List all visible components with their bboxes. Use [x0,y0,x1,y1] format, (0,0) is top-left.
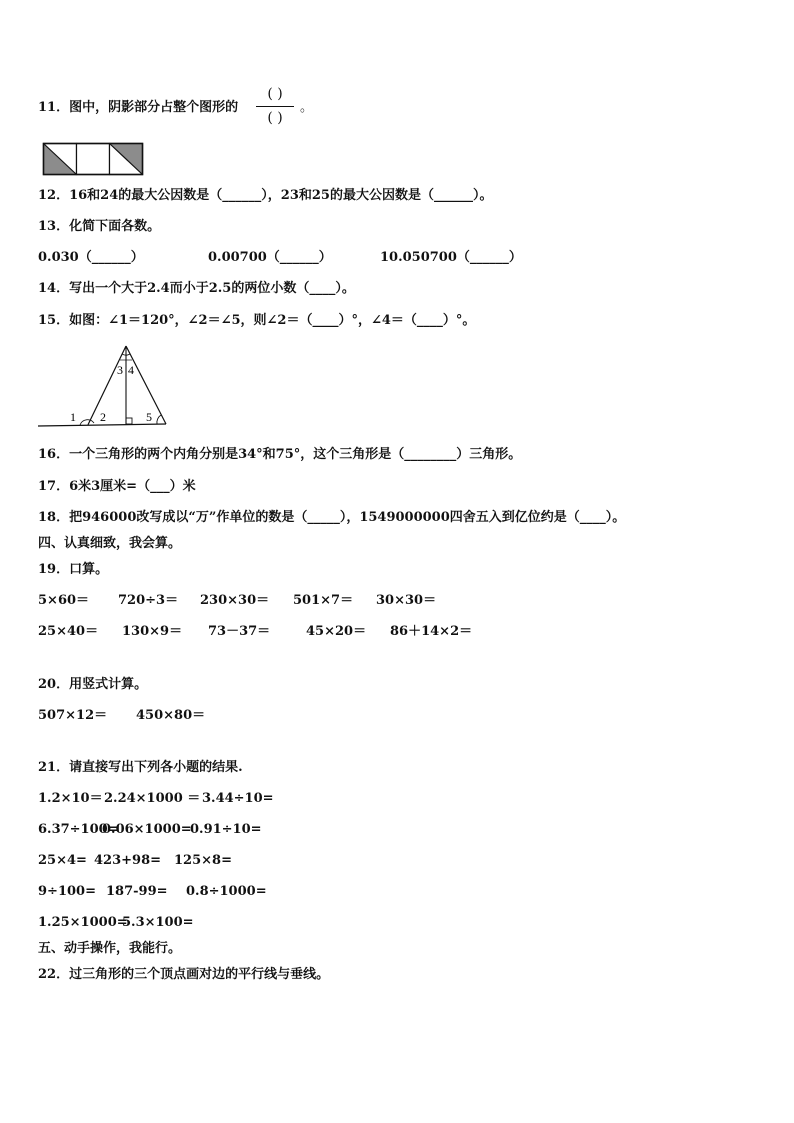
q11-shaded-figure [43,143,143,175]
q12-text: 12．16和24的最大公因数是（______），23和25的最大公因数是（______）。 [38,188,493,203]
fraction-denominator: ( ) [267,110,283,126]
q13-item: 0.030（______） [38,250,144,265]
q14-text: 14．写出一个大于2.4而小于2.5的两位小数（____）。 [38,281,355,296]
angle-label-2: 2 [100,410,106,424]
calc-item: 423+98= [94,853,162,868]
calc-item: 0.8÷1000= [186,884,267,899]
q20-title: 20．用竖式计算。 [38,677,148,692]
calc-item: 0.91÷10= [190,822,262,837]
angle-label-3: 3 [117,363,123,377]
calc-item: 1.2×10＝ [38,791,103,806]
calc-item: 125×8= [174,853,232,868]
calc-item: 507×12＝ [38,708,108,723]
q11-end: 。 [300,100,314,115]
calc-item: 1.25×1000= [38,915,128,930]
right-angle-mark [126,418,132,424]
q13-item: 10.050700（______） [380,250,522,265]
q15-text: 15．如图：∠1＝120°，∠2＝∠5，则∠2＝（____）°，∠4＝（____）°。 [38,313,476,328]
angle-arc-1-2 [80,420,94,425]
triangle-left-side [88,346,126,425]
calc-item: 30×30＝ [376,593,437,608]
fraction-numerator: ( ) [267,86,283,102]
q13-title: 13．化简下面各数。 [38,219,161,234]
calc-item: 25×4= [38,853,87,868]
angle-arc-5 [157,415,161,424]
calc-item: 187-99= [106,884,168,899]
calc-item: 501×7＝ [293,593,354,608]
calc-item: 9÷100= [38,884,96,899]
angle-label-1: 1 [70,410,76,424]
calc-item: 720÷3＝ [118,593,179,608]
section-4-heading: 四、认真细致，我会算。 [38,536,182,551]
calc-item: 86＋14×2＝ [390,624,473,639]
calc-item: 2.24×1000 ＝ [104,791,201,806]
calc-item: 0.06×1000= [102,822,192,837]
calc-item: 130×9＝ [122,624,183,639]
section-5-heading: 五、动手操作，我能行。 [38,941,182,956]
q11-fraction-blank [252,84,298,130]
calc-item: 5.3×100= [122,915,194,930]
angle-label-4: 4 [128,363,134,377]
q18-text: 18．把946000改写成以“万”作单位的数是（_____），1549000000四舍五入到亿位约是（____）。 [38,510,626,525]
angle-label-5: 5 [146,410,152,424]
q19-title: 19．口算。 [38,562,109,577]
calc-item: 5×60＝ [38,593,90,608]
q17-text: 17．6米3厘米=（___）米 [38,479,196,494]
calc-item: 73－37＝ [208,624,271,639]
q11-text: 11．图中，阴影部分占整个图形的 [38,100,239,115]
q22-text: 22．过三角形的三个顶点画对边的平行线与垂线。 [38,967,330,982]
calc-item: 45×20＝ [306,624,367,639]
q21-title: 21．请直接写出下列各小题的结果. [38,760,243,775]
calc-item: 6.37÷100= [38,822,119,837]
q13-item: 0.00700（______） [208,250,332,265]
calc-item: 25×40＝ [38,624,99,639]
calc-item: 3.44÷10= [202,791,274,806]
calc-item: 230×30＝ [200,593,270,608]
q15-triangle-figure [38,340,178,432]
fraction-bar [256,106,294,107]
q16-text: 16．一个三角形的两个内角分别是34°和75°，这个三角形是（________）三角形。 [38,447,522,462]
calc-item: 450×80＝ [136,708,206,723]
base-line [38,424,166,426]
